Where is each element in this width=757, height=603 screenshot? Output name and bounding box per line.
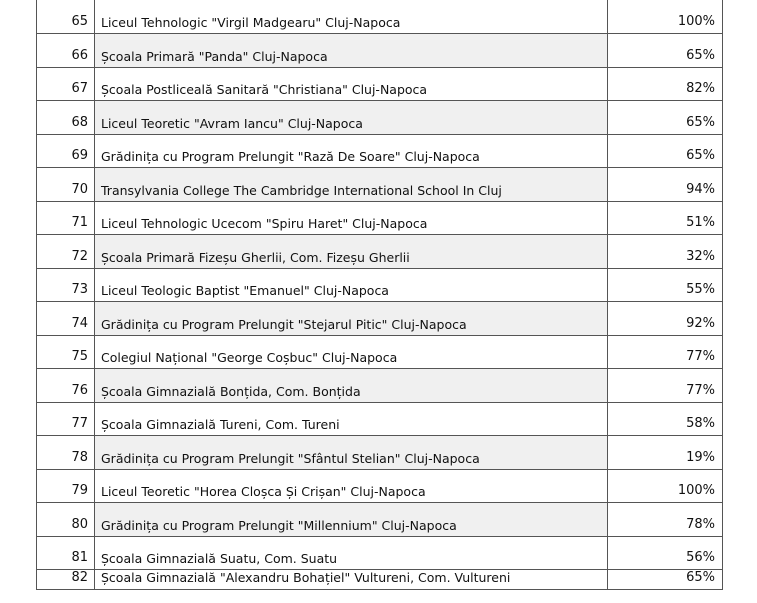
school-name-cell: Grădinița cu Program Prelungit "Rază De Soare" Cluj-Napoca (95, 134, 608, 168)
row-number-cell: 65 (37, 0, 95, 34)
school-name-cell: Liceul Teologic Baptist "Emanuel" Cluj-Napoca (95, 268, 608, 302)
school-name-cell: Școala Primară Fizeșu Gherlii, Com. Fizeșu Gherlii (95, 235, 608, 269)
row-number-cell: 71 (37, 201, 95, 235)
row-number-cell: 69 (37, 134, 95, 168)
percentage-cell: 56% (608, 536, 723, 570)
percentage-cell: 55% (608, 268, 723, 302)
row-number-cell: 82 (37, 570, 95, 590)
row-number-cell: 72 (37, 235, 95, 269)
table-row (37, 369, 723, 403)
table-row (37, 570, 723, 590)
school-name-cell: Grădinița cu Program Prelungit "Millennium" Cluj-Napoca (95, 503, 608, 537)
table-body (37, 0, 723, 590)
school-name-cell: Școala Primară "Panda" Cluj-Napoca (95, 34, 608, 68)
row-number-cell: 67 (37, 67, 95, 101)
percentage-cell: 19% (608, 436, 723, 470)
row-number-cell: 70 (37, 168, 95, 202)
table-row (37, 168, 723, 202)
table-row (37, 67, 723, 101)
percentage-cell: 65% (608, 570, 723, 590)
row-number-cell: 80 (37, 503, 95, 537)
row-number-cell: 77 (37, 402, 95, 436)
percentage-cell: 65% (608, 134, 723, 168)
school-name-cell: Școala Gimnazială Tureni, Com. Tureni (95, 402, 608, 436)
percentage-cell: 100% (608, 469, 723, 503)
table-row (37, 0, 723, 34)
school-name-cell: Școala Gimnazială Bonțida, Com. Bonțida (95, 369, 608, 403)
results-table (36, 0, 723, 590)
row-number-cell: 81 (37, 536, 95, 570)
percentage-cell: 94% (608, 168, 723, 202)
row-number-cell: 68 (37, 101, 95, 135)
table-row (37, 34, 723, 68)
row-number-cell: 76 (37, 369, 95, 403)
row-number-cell: 66 (37, 34, 95, 68)
percentage-cell: 82% (608, 67, 723, 101)
percentage-cell: 58% (608, 402, 723, 436)
table-row (37, 402, 723, 436)
table-row (37, 134, 723, 168)
percentage-cell: 77% (608, 369, 723, 403)
school-table (36, 0, 722, 590)
table-row (37, 335, 723, 369)
school-name-cell: Liceul Teoretic "Horea Cloșca Și Crișan" Cluj-Napoca (95, 469, 608, 503)
table-row (37, 469, 723, 503)
table-row (37, 268, 723, 302)
percentage-cell: 78% (608, 503, 723, 537)
row-number-cell: 78 (37, 436, 95, 470)
percentage-cell: 77% (608, 335, 723, 369)
percentage-cell: 65% (608, 101, 723, 135)
percentage-cell: 65% (608, 34, 723, 68)
percentage-cell: 32% (608, 235, 723, 269)
row-number-cell: 75 (37, 335, 95, 369)
table-row (37, 235, 723, 269)
school-name-cell: Școala Gimnazială "Alexandru Bohațiel" Vultureni, Com. Vultureni (95, 570, 608, 590)
percentage-cell: 51% (608, 201, 723, 235)
school-name-cell: Transylvania College The Cambridge International School In Cluj (95, 168, 608, 202)
school-name-cell: Grădinița cu Program Prelungit "Sfântul Stelian" Cluj-Napoca (95, 436, 608, 470)
table-row (37, 302, 723, 336)
table-row (37, 201, 723, 235)
school-name-cell: Liceul Teoretic "Avram Iancu" Cluj-Napoca (95, 101, 608, 135)
school-name-cell: Liceul Tehnologic Ucecom "Spiru Haret" Cluj-Napoca (95, 201, 608, 235)
table-row (37, 503, 723, 537)
percentage-cell: 92% (608, 302, 723, 336)
table-row (37, 436, 723, 470)
school-name-cell: Școala Gimnazială Suatu, Com. Suatu (95, 536, 608, 570)
school-name-cell: Grădinița cu Program Prelungit "Stejarul Pitic" Cluj-Napoca (95, 302, 608, 336)
table-row (37, 101, 723, 135)
school-name-cell: Liceul Tehnologic "Virgil Madgearu" Cluj-Napoca (95, 0, 608, 34)
row-number-cell: 73 (37, 268, 95, 302)
school-name-cell: Școala Postliceală Sanitară "Christiana" Cluj-Napoca (95, 67, 608, 101)
percentage-cell: 100% (608, 0, 723, 34)
row-number-cell: 74 (37, 302, 95, 336)
table-row (37, 536, 723, 570)
school-name-cell: Colegiul Național "George Coșbuc" Cluj-Napoca (95, 335, 608, 369)
row-number-cell: 79 (37, 469, 95, 503)
